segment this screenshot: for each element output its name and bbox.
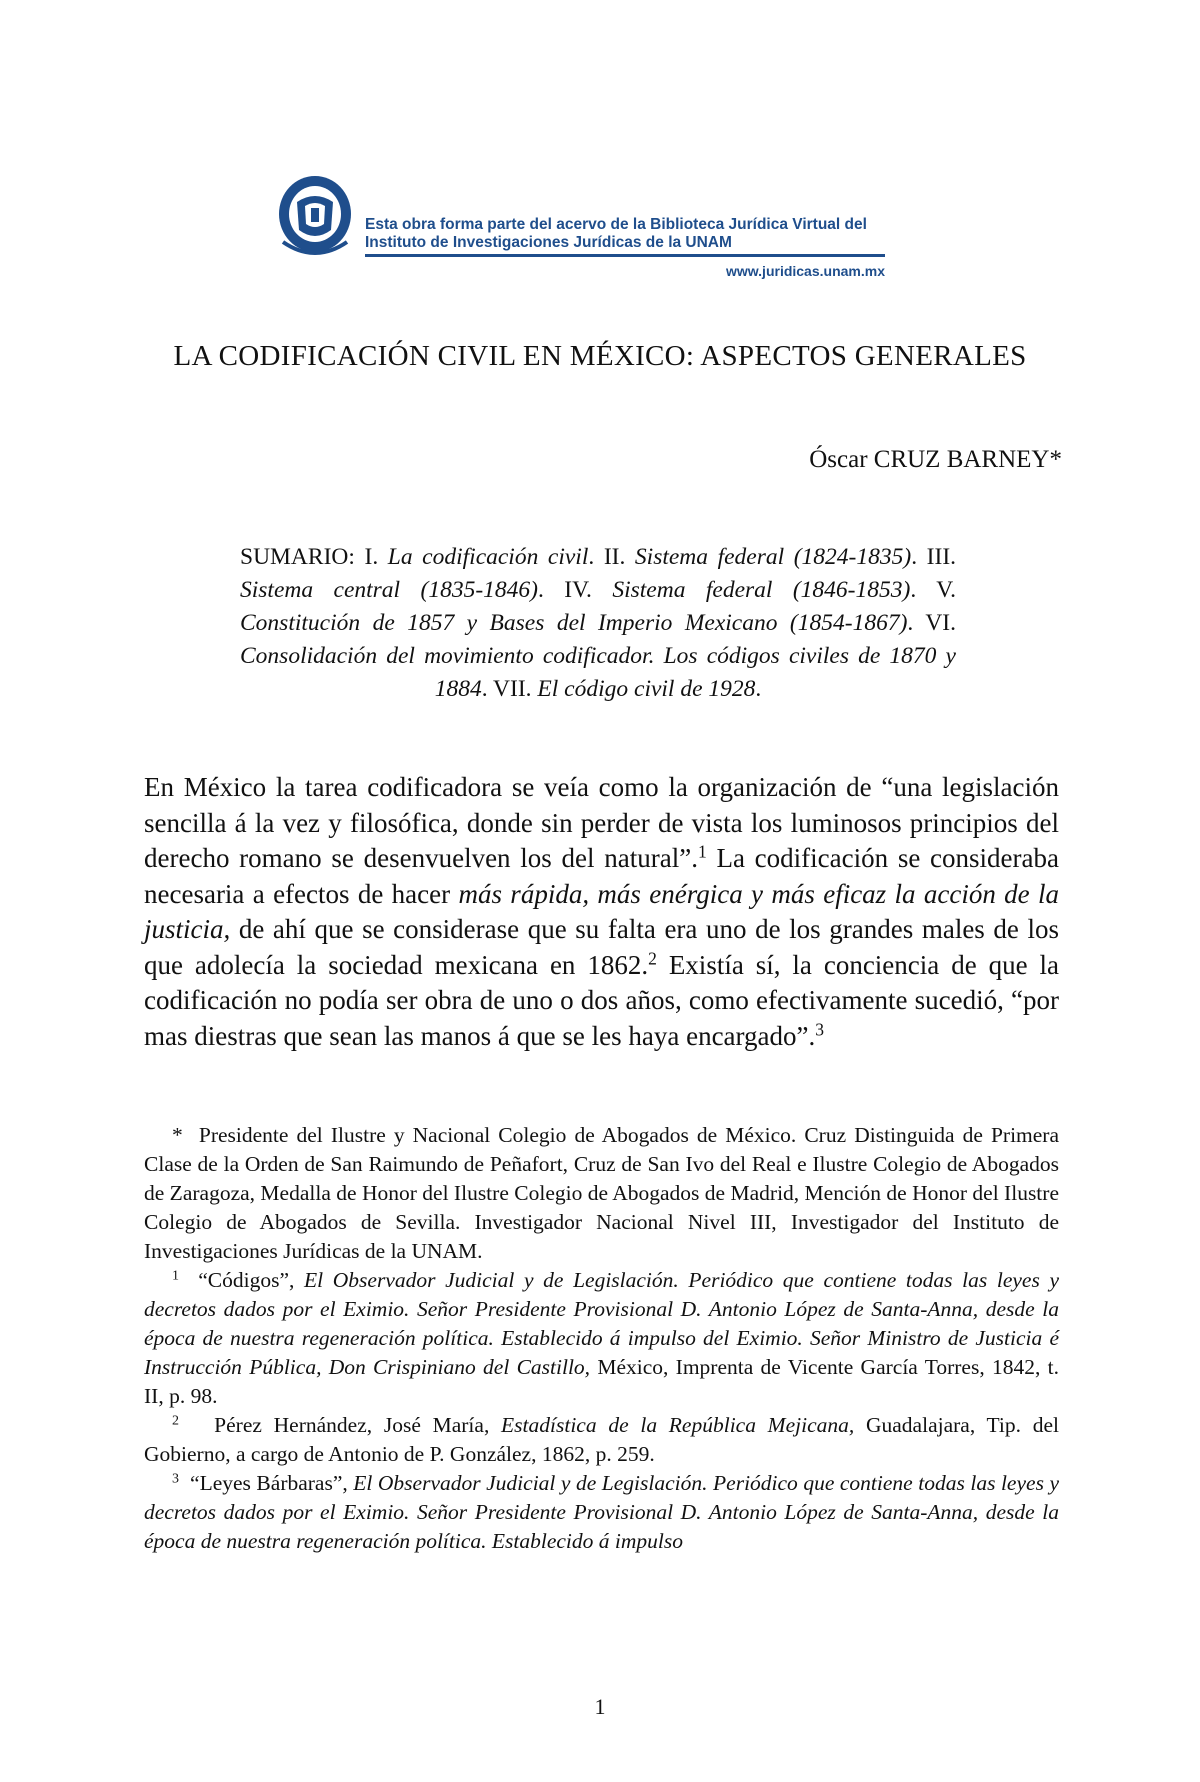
summary-item: Constitución de 1857 y Bases del Imperio Mexicano (1854-1867): [240, 610, 908, 636]
footnote-text: “Códigos”,: [198, 1268, 305, 1292]
author-given-name: Óscar: [809, 446, 874, 473]
footnote-text: Pérez Hernández, José María,: [214, 1413, 502, 1437]
footnote-ref-2[interactable]: 2: [648, 947, 657, 968]
summary-item: Sistema central (1835-1846): [240, 577, 538, 603]
body-emphasis: más rápida, más enérgica y más eficaz la acción de la justicia,: [144, 878, 1059, 944]
summary-item-num: V.: [936, 577, 957, 603]
footnote-mark: 1: [172, 1268, 179, 1284]
header-text: Esta obra forma parte del acervo de la Biblioteca Jurídica Virtual del Instituto de Investigaciones Jurídicas de la UNAM: [365, 216, 867, 251]
body-text: La codificación se consideraba necesaria a efectos de hacer: [144, 843, 1059, 909]
footnote-text: Guadalajara, Tip. del Gobierno, a cargo de Antonio de P. González, 1862, p. 259.: [144, 1413, 1060, 1466]
footnote-title: Estadística de la República Mejicana,: [501, 1413, 855, 1437]
summary-item: Sistema federal (1846-1853): [612, 577, 911, 603]
unam-iij-seal-icon: [275, 172, 355, 260]
footnote-mark: *: [172, 1123, 183, 1147]
document-title: LA CODIFICACIÓN CIVIL EN MÉXICO: ASPECTOS GENERALES: [173, 340, 1027, 372]
body-paragraph: [144, 770, 1059, 1054]
footnotes: [144, 1121, 1059, 1556]
footnote-title: El Observador Judicial y de Legislación. Periódico que contiene todas las leyes y decretos dados por el Eximio. Señor Presidente Provisional D. Antonio López de Santa-Anna, desde la época de nuestra regeneración política. Establecido á impulso del Eximio. Señor Ministro de Justicia é Instrucción Pública, Don Crispiniano del Castillo,: [144, 1268, 1060, 1379]
summary-item: El código civil de 1928: [537, 676, 756, 702]
summary-label: SUMARIO:: [240, 544, 355, 570]
page-number: 1: [594, 1694, 606, 1719]
body-text: de ahí que se considerase que su falta era uno de los grandes males de los que adolecía la sociedad mexicana en 1862.: [144, 914, 1059, 980]
footnote-title: El Observador Judicial y de Legislación. Periódico que contiene todas las leyes y decretos dados por el Eximio. Señor Presidente Provisional D. Antonio López de Santa-Anna, desde la época de nuestra regeneración política. Establecido á impulso: [144, 1471, 1059, 1553]
summary: SUMARIO: I. La codificación civil. II. Sistema federal (1824-1835). III. Sistema central (1835-1846). IV. Sistema federal (1846-1853). V. Constitución de 1857 y Bases del Imperio Mexicano (1854-1867). VI. Consolidación del movimiento codificador. Los códigos civiles de 1870 y 1884. VII. El código civil de 1928.: [240, 544, 957, 702]
footnote-text: Presidente del Ilustre y Nacional Colegio de Abogados de México. Cruz Distinguida de Primera Clase de la Orden de San Raimundo de Peñafort, Cruz de San Ivo del Real e Ilustre Colegio de Abogados de Zaragoza, Medalla de Honor del Ilustre Colegio de Abogados de Madrid, Mención de Honor del Ilustre Colegio de Abogados de Sevilla. Investigador Nacional Nivel III, Investigador del Instituto de Investigaciones Jurídicas de la UNAM.: [144, 1123, 1060, 1263]
footnote-mark: 3: [172, 1471, 179, 1487]
author-surname: CRUZ BARNEY: [873, 446, 1050, 473]
footnote-1: [144, 1266, 1059, 1411]
footnote-star: [144, 1121, 1059, 1266]
header-rule: [365, 254, 885, 257]
footnote-3: [144, 1469, 1059, 1556]
footnote-text: México, Imprenta de Vicente García Torres, 1842, t. II, p. 98.: [144, 1355, 1059, 1408]
summary-item-num: III.: [926, 544, 957, 570]
summary-item-num: VI.: [925, 610, 956, 636]
footnote-2: [144, 1411, 1059, 1469]
summary-item-num: VII.: [493, 676, 532, 702]
summary-item-num: I.: [364, 544, 379, 570]
summary-item: Consolidación del movimiento codificador. Los códigos civiles de 1870 y 1884: [240, 643, 956, 702]
author-line: [809, 446, 1062, 474]
summary-item-num: II.: [603, 544, 626, 570]
footnote-ref-3[interactable]: 3: [815, 1018, 825, 1039]
header-url-link[interactable]: www.juridicas.unam.mx: [726, 263, 885, 279]
header-banner: [275, 172, 915, 292]
footnote-mark: 2: [172, 1413, 179, 1429]
body-text: Existía sí, la conciencia de que la codificación no podía ser obra de uno o dos años, como efectivamente sucedió, “por mas diestras que sean las manos á que se les haya encargado”.: [144, 949, 1060, 1051]
footnote-ref-1[interactable]: 1: [697, 841, 707, 862]
summary-item: La codificación civil: [387, 544, 589, 570]
author-footnote-mark[interactable]: *: [1049, 446, 1062, 473]
summary-item: Sistema federal (1824-1835): [634, 544, 912, 570]
footnote-text: “Leyes Bárbaras”,: [190, 1471, 354, 1495]
body-text: En México la tarea codificadora se veía como la organización de “una legislación sencilla á la vez y filosófica, donde sin perder de vista los luminosos principios del derecho romano se desenvuelven los del natural”.: [144, 772, 1059, 873]
summary-item-num: IV.: [564, 577, 592, 603]
